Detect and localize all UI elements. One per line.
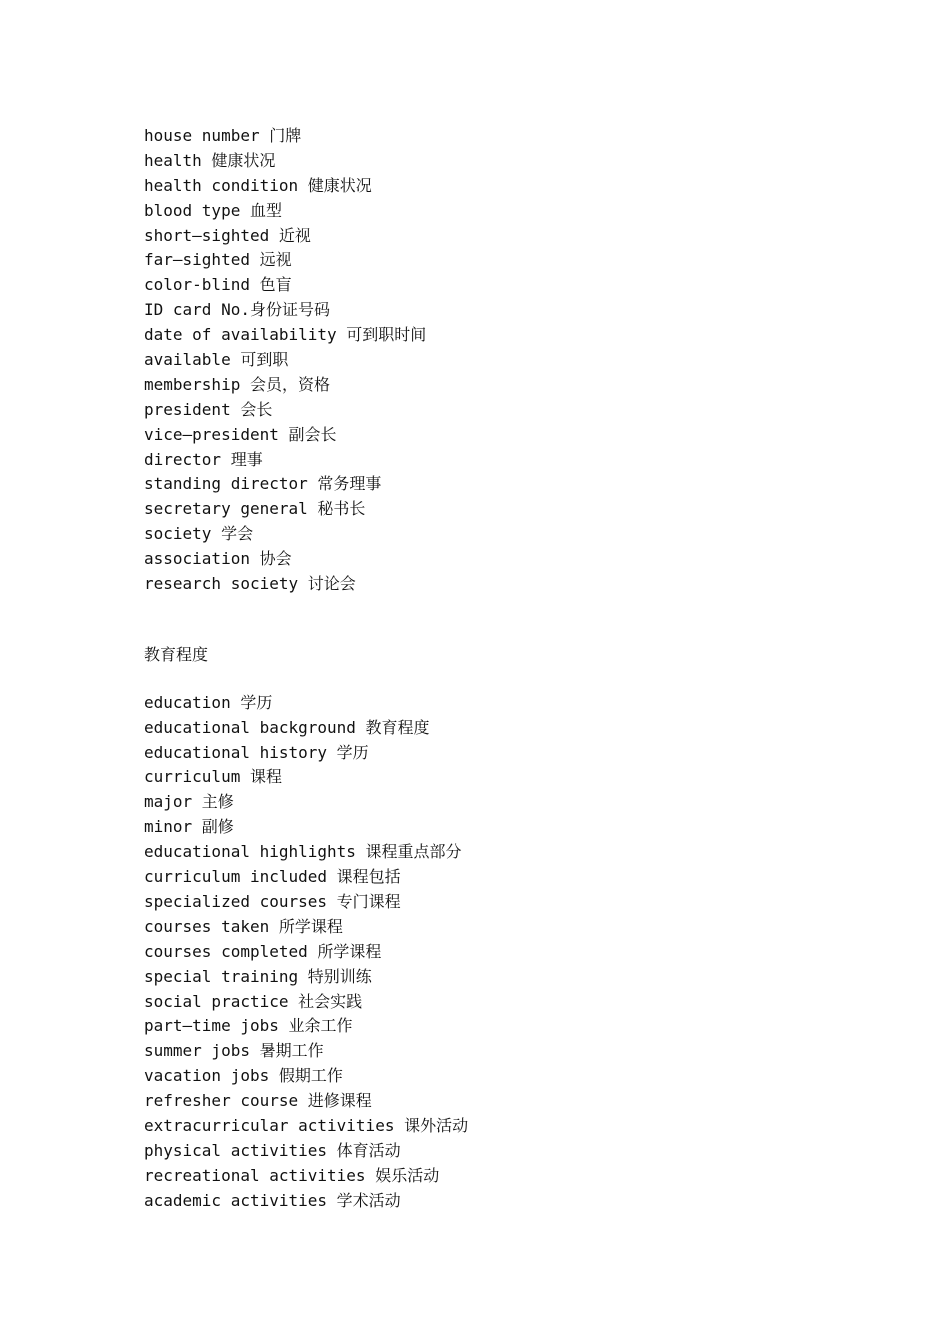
vocab-line: education 学历 — [144, 692, 273, 712]
vocab-line: summer jobs 暑期工作 — [144, 1041, 324, 1061]
vocab-line: date of availability 可到职时间 — [144, 325, 427, 345]
vocab-line: secretary general 秘书长 — [144, 499, 366, 519]
vocab-line: ID card No.身份证号码 — [144, 300, 330, 320]
vocab-line: refresher course 进修课程 — [144, 1091, 372, 1111]
vocab-line: specialized courses 专门课程 — [144, 891, 401, 911]
vocab-line: vice—president 副会长 — [144, 424, 337, 444]
vocab-line: curriculum 课程 — [144, 767, 282, 787]
vocab-line: academic activities 学术活动 — [144, 1190, 401, 1210]
vocab-line: part—time jobs 业余工作 — [144, 1016, 353, 1036]
vocab-line: health condition 健康状况 — [144, 175, 372, 195]
vocab-line: color-blind 色盲 — [144, 275, 292, 295]
vocab-line: health 健康状况 — [144, 150, 276, 170]
vocab-line: physical activities 体育活动 — [144, 1140, 401, 1160]
vocab-line: blood type 血型 — [144, 200, 282, 220]
document-content — [144, 124, 904, 1214]
vocab-line: director 理事 — [144, 449, 263, 469]
vocab-line: standing director 常务理事 — [144, 474, 382, 494]
vocab-line: major 主修 — [144, 792, 234, 812]
vocab-line: short—sighted 近视 — [144, 225, 311, 245]
vocab-line: educational background 教育程度 — [144, 717, 430, 737]
vocab-line: recreational activities 娱乐活动 — [144, 1165, 440, 1185]
vocab-line: society 学会 — [144, 524, 254, 544]
vocab-line: special training 特别训练 — [144, 966, 372, 986]
vocab-line: educational highlights 课程重点部分 — [144, 842, 462, 862]
vocab-line: extracurricular activities 课外活动 — [144, 1115, 469, 1135]
vocab-line: house number 门牌 — [144, 126, 302, 145]
vocab-line: educational history 学历 — [144, 742, 369, 762]
vocab-line: curriculum included 课程包括 — [144, 867, 401, 887]
vocab-line: minor 副修 — [144, 817, 234, 837]
vocab-line: courses taken 所学课程 — [144, 916, 343, 936]
vocab-line: available 可到职 — [144, 350, 289, 370]
vocab-line: research society 讨论会 — [144, 574, 356, 594]
vocab-list-personal — [144, 124, 904, 597]
vocab-line: far—sighted 远视 — [144, 250, 292, 270]
vocab-line: president 会长 — [144, 399, 273, 419]
section-heading-education: 教育程度 — [144, 644, 209, 664]
education-heading-block — [144, 643, 904, 668]
vocab-line: social practice 社会实践 — [144, 991, 363, 1011]
vocab-list-education — [144, 691, 904, 1214]
vocab-line: vacation jobs 假期工作 — [144, 1066, 343, 1086]
vocab-line: courses completed 所学课程 — [144, 941, 382, 961]
vocab-line: association 协会 — [144, 549, 292, 569]
vocab-line: membership 会员，资格 — [144, 374, 330, 394]
